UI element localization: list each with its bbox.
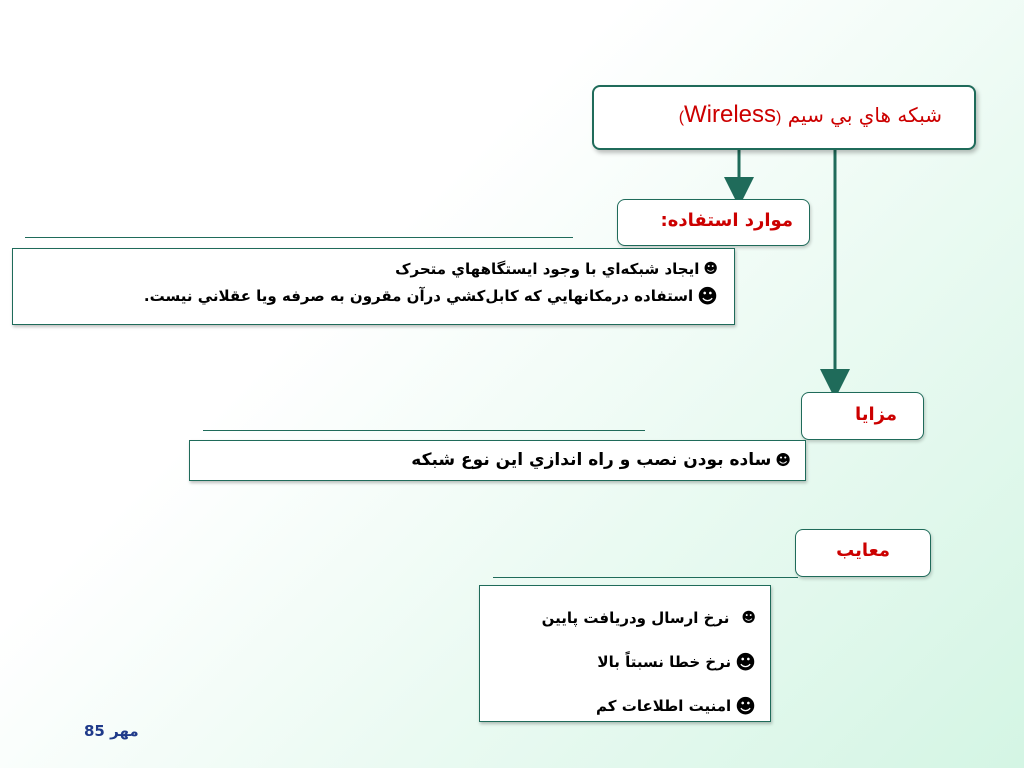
advantages-list <box>189 440 806 481</box>
disadvantages-divider <box>493 577 798 578</box>
uses-list <box>12 248 735 325</box>
advantages-divider <box>203 430 645 431</box>
disadvantages-header-label: معايب <box>836 540 890 561</box>
list-item <box>13 281 718 311</box>
title-paren-close: ) <box>776 109 782 126</box>
smiley-icon: ☻ <box>741 610 756 626</box>
advantages-header-label: مزايا <box>854 404 897 425</box>
footer-date <box>84 722 139 740</box>
disadvantages-item-3: امنيت اطلاعات کم <box>596 697 732 715</box>
disadvantages-item-2: نرخ خطا نسبتاً بالا <box>597 653 732 671</box>
advantages-item-1: ساده بودن نصب و راه اندازي اين نوع شبکه <box>411 450 772 470</box>
title-paren-open: ( <box>678 109 685 126</box>
list-item <box>480 684 756 728</box>
disadvantages-header <box>795 529 931 577</box>
title-latin: Wireless <box>684 101 777 128</box>
disadvantages-item-1: نرخ ارسال ودريافت پايين <box>541 609 730 627</box>
list-item <box>480 640 756 684</box>
title-text: شبکه هاي بي سيم <box>787 103 942 127</box>
title-box <box>592 85 976 150</box>
smiley-icon: ☻ <box>735 694 756 718</box>
footer-number: 85 <box>84 722 105 740</box>
smiley-icon: ☻ <box>697 284 718 308</box>
uses-header-label: موارد استفاده: <box>660 210 793 231</box>
uses-item-1: ايجاد شبکه‌اي با وجود ايستگاههاي متحرک <box>395 260 700 278</box>
smiley-icon: ☻ <box>775 451 791 469</box>
footer-month: مهر <box>110 722 139 740</box>
disadvantages-list <box>479 585 771 722</box>
uses-item-2: استفاده درمکانهايي که کابل‌کشي درآن مقرون به صرفه ويا عقلاني نيست. <box>143 287 694 305</box>
uses-divider <box>25 237 573 238</box>
smiley-icon: ☻ <box>735 650 756 674</box>
list-item <box>190 447 791 473</box>
smiley-icon: ☻ <box>703 261 718 277</box>
title-latin-group <box>679 101 782 128</box>
list-item <box>480 596 756 640</box>
list-item <box>13 257 718 281</box>
advantages-header <box>801 392 924 440</box>
uses-header <box>617 199 810 246</box>
